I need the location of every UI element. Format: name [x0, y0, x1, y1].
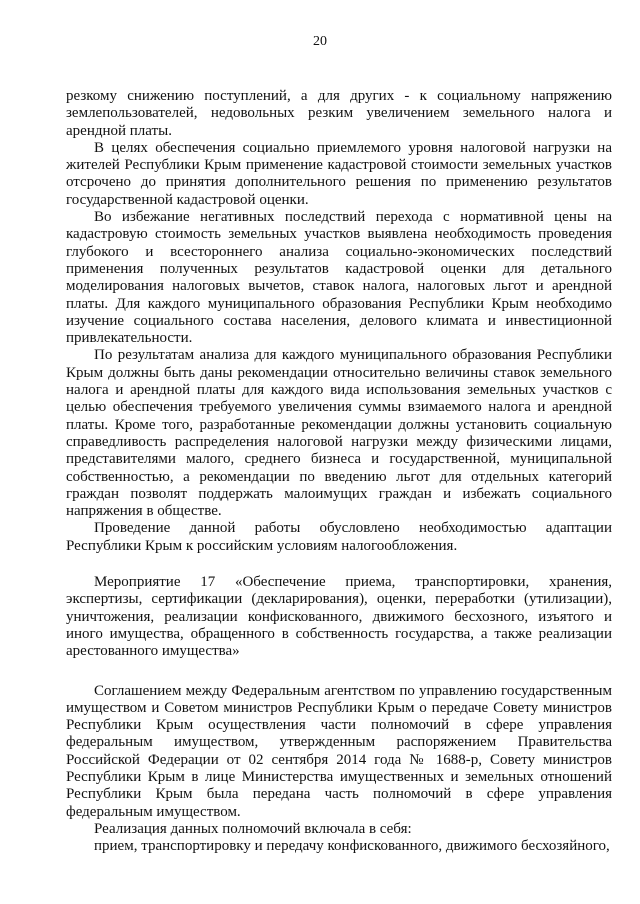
paragraph-tax-burden: В целях обеспечения социально приемлемого уровня налоговой нагрузки на жителей Республики Крым применение кадастровой стоимости земельных участков отсрочено до принятия дополнительного решения по применению результатов государственной кадастровой оценки. [66, 139, 612, 208]
paragraph-analysis-need: Во избежание негативных последствий перехода с нормативной цены на кадастровую стоимость земельных участков выявлена необходимость проведения глубокого и всестороннего анализа социально-экономических последствий применения полученных результатов кадастровой оценки для детального моделирования налоговых вычетов, ставок налога, налоговых льгот и арендной платы. Для каждого муниципального образования Республики Крым необходимо изучение социального состава населения, делового климата и инвестиционной привлекательности. [66, 209, 612, 347]
document-body [66, 88, 612, 855]
paragraph-recommendations: По результатам анализа для каждого муниципального образования Республики Крым должны быть даны рекомендации относительно величины ставок земельного налога и арендной платы для каждого вида использования земельных участков с целью обеспечения требуемого увеличения суммы взимаемого налога и арендной платы. Кроме того, разработанные рекомендации должны установить социальную справедливость распределения налоговой нагрузки между физическими лицами, представителями малого, среднего бизнеса и государственной, муниципальной собственностью, а рекомендации по введению льгот для отдельных категорий граждан позволят поддержать малоимущих граждан и избежать социального напряжения в обществе. [66, 347, 612, 520]
paragraph-measure-17: Мероприятие 17 «Обеспечение приема, транспортировки, хранения, экспертизы, сертификации (декларирования), оценки, переработки (утилизации), уничтожения, реализации конфискованного, движимого бесхозного, изъятого и иного имущества, обращенного в собственность государства, а также реализации арестованного имущества» [66, 574, 612, 660]
paragraph-powers-list-item: прием, транспортировку и передачу конфискованного, движимого бесхозяйного, [94, 838, 610, 855]
paragraph-agreement: Соглашением между Федеральным агентством по управлению государственным имуществом и Советом министров Республики Крым о передаче Совету министров Республики Крым осуществления части полномочий в сфере управления федеральным имуществом, утвержденным распоряжением Правительства Российской Федерации от 02 сентября 2014 года № 1688-р, Совету министров Республики Крым в лице Министерства имущественных и земельных отношений Республики Крым была передана часть полномочий в сфере управления федеральным имуществом. [66, 682, 612, 820]
paragraph-adaptation: Проведение данной работы обусловлено необходимостью адаптации Республики Крым к российским условиям налогообложения. [66, 520, 612, 554]
page-number: 20 [313, 34, 327, 49]
paragraph-continuation: резкому снижению поступлений, а для других - к социальному напряжению землепользователей, недовольных резким увеличением земельного налога и арендной платы. [66, 88, 612, 139]
paragraph-powers-intro: Реализация данных полномочий включала в себя: [94, 820, 412, 837]
